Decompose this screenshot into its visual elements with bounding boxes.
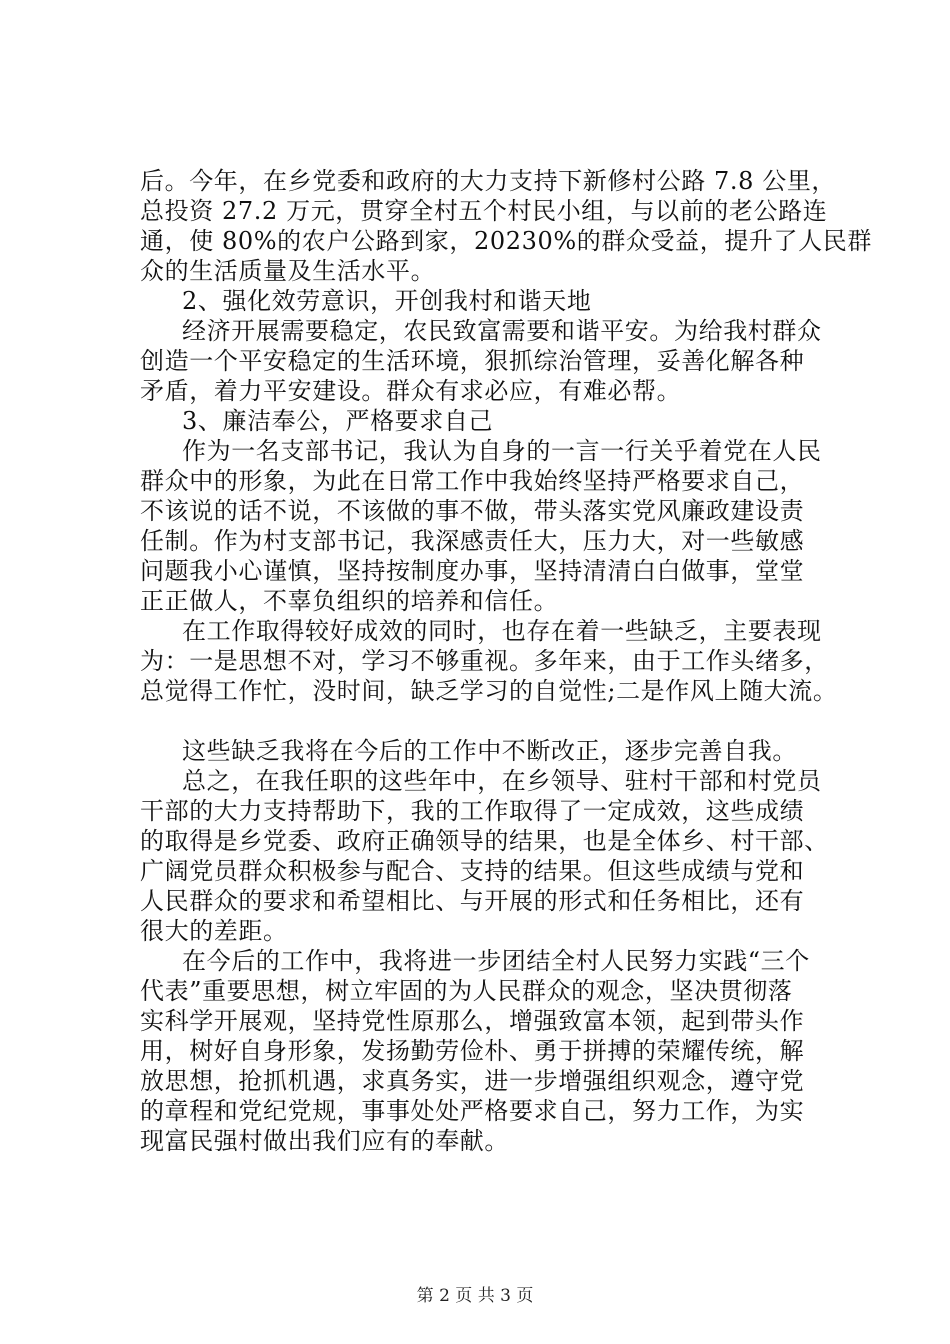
text-line: 不该说的话不说，不该做的事不做，带头落实党风廉政建设责 xyxy=(140,497,805,525)
text-line: 作为一名支部书记，我认为自身的一言一行关乎着党在人民 xyxy=(182,437,822,465)
text-line: 为：一是思想不对，学习不够重视。多年来，由于工作头绪多， xyxy=(140,647,829,675)
text-line: 创造一个平安稳定的生活环境，狠抓综治管理，妥善化解各种 xyxy=(140,347,805,375)
text-line: 众的生活质量及生活水平。 xyxy=(140,257,436,285)
text-line: 实科学开展观，坚持党性原那么，增强致富本领，起到带头作 xyxy=(140,1007,805,1035)
text-line: 矛盾，着力平安建设。群众有求必应，有难必帮。 xyxy=(140,377,682,405)
text-line: 经济开展需要稳定，农民致富需要和谐平安。为给我村群众 xyxy=(182,317,822,345)
section-heading: 3、廉洁奉公，严格要求自己 xyxy=(182,407,494,435)
text-line: 的章程和党纪党规，事事处处严格要求自己，努力工作，为实 xyxy=(140,1097,805,1125)
text-line: 用，树好自身形象，发扬勤劳俭朴、勇于拼搏的荣耀传统，解 xyxy=(140,1037,805,1065)
text-line: 很大的差距。 xyxy=(140,917,288,945)
text-line: 正正做人，不辜负组织的培养和信任。 xyxy=(140,587,559,615)
text-line: 通，使 80%的农户公路到家，20230%的群众受益，提升了人民群 xyxy=(140,227,872,255)
text-line: 代表”重要思想，树立牢固的为人民群众的观念，坚决贯彻落 xyxy=(140,977,793,1005)
text-line: 在工作取得较好成效的同时，也存在着一些缺乏，主要表现 xyxy=(182,617,822,645)
text-line: 现富民强村做出我们应有的奉献。 xyxy=(140,1127,509,1155)
text-line: 这些缺乏我将在今后的工作中不断改正，逐步完善自我。 xyxy=(182,737,797,765)
text-line: 人民群众的要求和希望相比、与开展的形式和任务相比，还有 xyxy=(140,887,805,915)
text-line: 放思想，抢抓机遇，求真务实，进一步增强组织观念，遵守党 xyxy=(140,1067,805,1095)
text-line: 任制。作为村支部书记，我深感责任大，压力大，对一些敏感 xyxy=(140,527,805,555)
text-line: 干部的大力支持帮助下，我的工作取得了一定成效，这些成绩 xyxy=(140,797,805,825)
text-line: 广阔党员群众积极参与配合、支持的结果。但这些成绩与党和 xyxy=(140,857,805,885)
text-line: 总觉得工作忙，没时间，缺乏学习的自觉性;二是作风上随大流。 xyxy=(140,677,838,705)
document-body xyxy=(140,166,872,1156)
text-line: 的取得是乡党委、政府正确领导的结果，也是全体乡、村干部、 xyxy=(140,827,829,855)
section-heading: 2、强化效劳意识，开创我村和谐天地 xyxy=(182,287,592,315)
paragraph-gap xyxy=(140,706,840,736)
text-line: 群众中的形象，为此在日常工作中我始终坚持严格要求自己， xyxy=(140,467,805,495)
text-line: 总投资 27.2 万元，贯穿全村五个村民小组，与以前的老公路连 xyxy=(140,197,828,225)
page-number-footer: 第 2 页 共 3 页 xyxy=(416,1286,534,1306)
text-line: 问题我小心谨慎，坚持按制度办事，坚持清清白白做事，堂堂 xyxy=(140,557,805,585)
text-line: 后。今年，在乡党委和政府的大力支持下新修村公路 7.8 公里， xyxy=(140,167,837,195)
text-line: 在今后的工作中，我将进一步团结全村人民努力实践“三个 xyxy=(182,947,810,975)
text-line: 总之，在我任职的这些年中，在乡领导、驻村干部和村党员 xyxy=(182,767,822,795)
